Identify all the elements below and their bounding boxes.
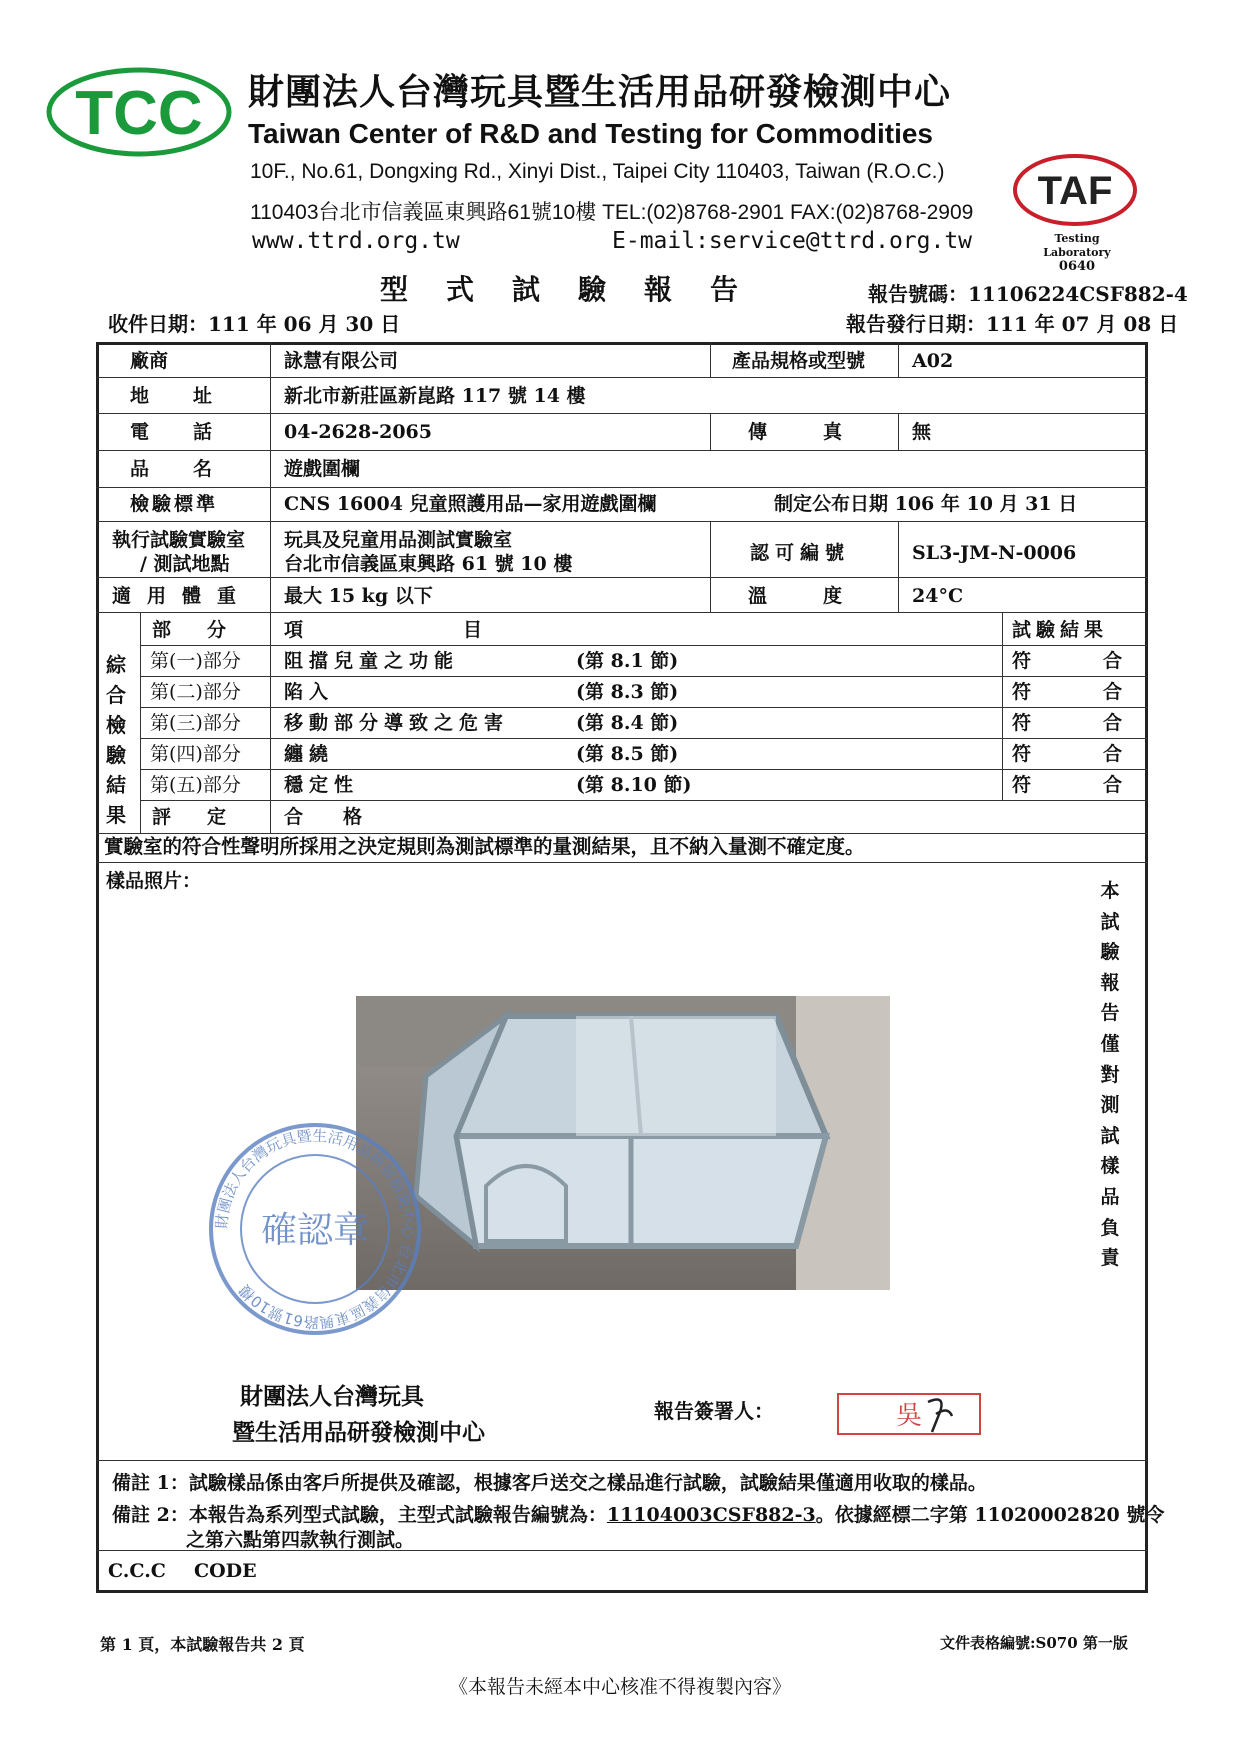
lab-name: 玩具及兒童用品測試實驗室 — [284, 529, 513, 551]
taf-logo-text: TAF — [1037, 169, 1113, 213]
weight-value: 最大 15 kg 以下 — [284, 585, 433, 607]
result-section: (第 8.3 節) — [576, 681, 679, 703]
row-divider — [96, 577, 1148, 578]
col-divider — [710, 521, 711, 612]
row-divider — [96, 450, 1148, 451]
col-item-header: 項目 — [284, 619, 643, 641]
tcc-logo — [44, 64, 234, 160]
results-side-label: 綜合檢驗結果 — [106, 653, 126, 827]
result-section: (第 8.4 節) — [576, 712, 679, 734]
page-number: 第 1 頁，本試驗報告共 2 頁 — [100, 1635, 305, 1654]
result-value: 符合 — [1012, 774, 1195, 796]
copyright-notice: 《本報告未經本中心核准不得複製內容》 — [448, 1676, 791, 1698]
taf-lab-caption — [1022, 232, 1132, 274]
row-divider — [96, 413, 1148, 414]
verdict-value: 合格 — [284, 806, 403, 828]
row-divider — [140, 769, 1148, 770]
ccc-label: C.C.C — [108, 1560, 166, 1582]
result-item: 纏繞 — [284, 743, 335, 765]
row-divider — [140, 707, 1148, 708]
note-2-suffix: 。依據經標二字第 11020002820 號令 — [815, 1504, 1165, 1526]
result-item: 穩定性 — [284, 774, 360, 796]
col-divider — [270, 612, 271, 833]
seal-org-line1: 財團法人台灣玩具 — [240, 1383, 424, 1410]
photo-label: 樣品照片： — [106, 870, 202, 892]
manufacturer-value: 詠慧有限公司 — [284, 350, 399, 372]
accreditation-label: 認可編號 — [750, 542, 851, 564]
result-part: 第(四)部分 — [150, 743, 241, 765]
org-name-en: Taiwan Center of R&D and Testing for Commodities — [248, 118, 934, 149]
row-divider — [96, 487, 1148, 488]
result-section: (第 8.5 節) — [576, 743, 679, 765]
verdict-label: 評定 — [152, 806, 263, 828]
standard-label: 檢驗標準 — [130, 493, 219, 515]
taf-logo — [1010, 150, 1140, 230]
col-result-header: 試驗結果 — [1012, 619, 1109, 641]
standard-value: CNS 16004 兒童照護用品—家用遊戲圍欄 — [284, 493, 657, 515]
email: E-mail:service@ttrd.org.tw — [612, 228, 973, 254]
note-2 — [112, 1502, 1164, 1528]
address-label: 地址 — [130, 385, 257, 407]
lab-label-2: / 測試地點 — [140, 553, 230, 575]
col-part-header: 部分 — [152, 619, 263, 641]
signer-label: 報告簽署人： — [654, 1399, 774, 1423]
col-divider — [898, 521, 899, 612]
conformity-statement: 實驗室的符合性聲明所採用之決定規則為測試標準的量測結果，且不納入量測不確定度。 — [104, 835, 865, 858]
sample-photo — [356, 996, 890, 1290]
website: www.ttrd.org.tw — [252, 228, 460, 254]
row-divider — [96, 377, 1148, 378]
temperature-value: 24°C — [912, 585, 964, 607]
model-value: A02 — [912, 350, 954, 372]
col-divider — [1002, 612, 1003, 800]
phone-label: 電話 — [130, 421, 257, 443]
note-2-prefix: 備註 2：本報告為系列型式試驗，主型式試驗報告編號為： — [112, 1504, 607, 1526]
signer-stamp — [836, 1392, 982, 1436]
note-1: 備註 1：試驗樣品係由客戶所提供及確認，根據客戶送交之樣品進行試驗，試驗結果僅適用收取的樣品。 — [112, 1472, 987, 1494]
signer-stamp-text: 吳 — [895, 1401, 923, 1431]
row-divider — [96, 521, 1148, 522]
seal-org-line2: 暨生活用品研發檢測中心 — [232, 1419, 485, 1446]
taf-number: 0640 — [1058, 259, 1096, 274]
row-divider — [140, 645, 1148, 646]
result-value: 符合 — [1012, 712, 1195, 734]
fax-label: 傳真 — [748, 421, 899, 443]
temperature-label: 溫度 — [748, 585, 899, 607]
code-label: CODE — [194, 1560, 257, 1582]
result-item: 陷入 — [284, 681, 335, 703]
accreditation-value: SL3-JM-N-0006 — [912, 542, 1077, 564]
result-part: 第(一)部分 — [150, 650, 241, 672]
col-divider — [140, 612, 141, 833]
lab-label-1: 執行試驗實驗室 — [112, 529, 246, 551]
row-divider — [96, 612, 1148, 613]
note-2-line2: 之第六點第四款執行測試。 — [186, 1529, 415, 1551]
result-value: 符合 — [1012, 743, 1195, 765]
col-divider — [270, 342, 271, 612]
address-en: 10F., No.61, Dongxing Rd., Xinyi Dist., Taipei City 110403, Taiwan (R.O.C.) — [250, 160, 945, 183]
manufacturer-label: 廠商 — [130, 350, 169, 372]
result-section: (第 8.10 節) — [576, 774, 692, 796]
lab-address: 台北市信義區東興路 61 號 10 樓 — [284, 553, 573, 575]
fax-value: 無 — [912, 421, 932, 443]
row-divider — [140, 676, 1148, 677]
seal-outer-text: 財團法人台灣玩具暨生活用品研發檢測中心 台北市信義區東興路61號10樓 — [212, 1126, 418, 1332]
phone-value: 04-2628-2065 — [284, 421, 432, 443]
side-note: 本試驗報告僅對測試樣品負責 — [1100, 880, 1120, 1270]
col-divider — [898, 342, 899, 377]
product-value: 遊戲圍欄 — [284, 458, 361, 480]
received-date: 收件日期：111 年 06 月 30 日 — [108, 312, 401, 336]
col-divider — [710, 342, 711, 377]
row-divider — [140, 738, 1148, 739]
report-number: 報告號碼：11106224CSF882-4 — [868, 282, 1188, 306]
address-cn: 110403台北市信義區東興路61號10樓 TEL:(02)8768-2901 FAX:(02)8768-2909 — [250, 201, 974, 224]
result-section: (第 8.1 節) — [576, 650, 679, 672]
org-name-cn: 財團法人台灣玩具暨生活用品研發檢測中心 — [248, 71, 952, 113]
seal-inner-text: 確認章 — [260, 1210, 370, 1251]
result-part: 第(三)部分 — [150, 712, 241, 734]
row-divider — [96, 862, 1148, 863]
col-divider — [710, 413, 711, 450]
taf-caption: Testing Laboratory — [1043, 232, 1111, 259]
result-item: 阻擋兒童之功能 — [284, 650, 460, 672]
row-divider — [140, 800, 1148, 801]
result-item: 移動部分導致之危害 — [284, 712, 510, 734]
result-part: 第(二)部分 — [150, 681, 241, 703]
document-title: 型式試驗報告 — [380, 273, 777, 306]
weight-label: 適用體重 — [112, 585, 253, 607]
result-value: 符合 — [1012, 681, 1195, 703]
tcc-logo-text: TCC — [75, 79, 203, 148]
form-number: 文件表格編號:S070 第一版 — [940, 1634, 1128, 1652]
result-part: 第(五)部分 — [150, 774, 241, 796]
note-2-ref: 11104003CSF882-3 — [606, 1504, 816, 1526]
standard-date: 制定公布日期 106 年 10 月 31 日 — [774, 493, 1078, 515]
confirmation-seal — [206, 1120, 424, 1338]
address-value: 新北市新莊區新崑路 117 號 14 樓 — [284, 385, 586, 407]
issue-date: 報告發行日期：111 年 07 月 08 日 — [846, 312, 1179, 336]
model-label: 產品規格或型號 — [732, 350, 866, 372]
product-label: 品名 — [130, 458, 257, 480]
result-value: 符合 — [1012, 650, 1195, 672]
col-divider — [898, 413, 899, 450]
row-divider — [96, 1460, 1148, 1461]
